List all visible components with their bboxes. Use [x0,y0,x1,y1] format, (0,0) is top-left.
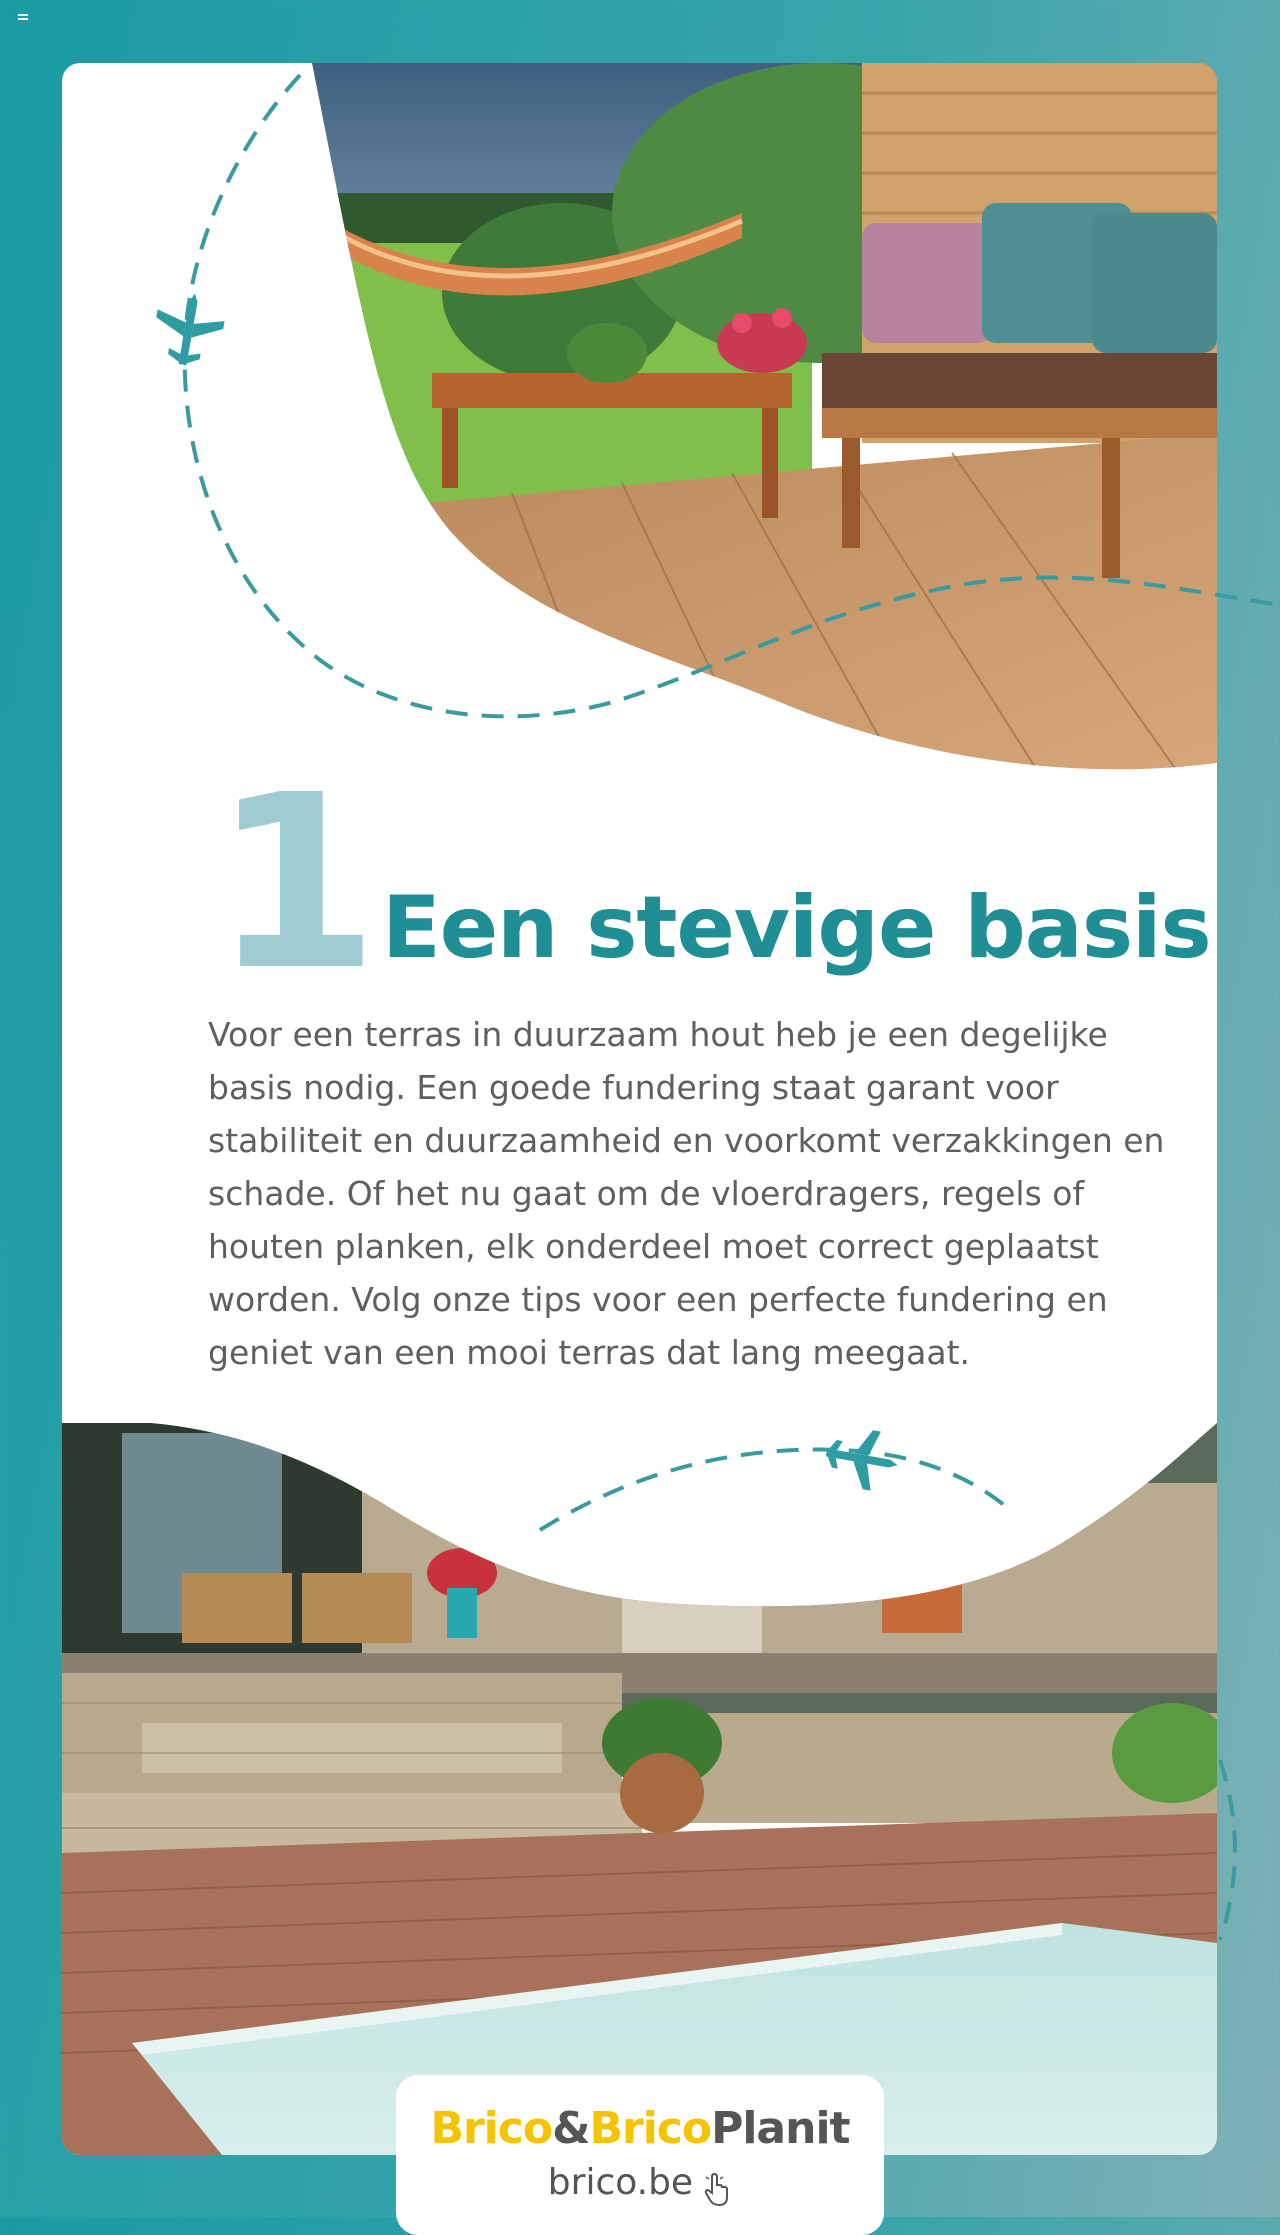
menu-icon[interactable] [18,14,28,22]
brand-logo[interactable]: Brico&BricoPlanit [430,2103,850,2154]
brand-footer[interactable] [396,2075,884,2235]
article-card [62,63,1217,2155]
section-title: Een stevige basis [382,878,1211,978]
terrace-lounge-photo [62,63,1217,778]
section-number: 1 [212,743,379,1023]
section-body: Voor een terras in duurzaam hout heb je een degelijke basis nodig. Een goede fundering staat garant voor stabiliteit en duurzaamheid en voorkomt verzakkingen en schade. Of het nu gaat om de vloerdragers, regels of houten planken, elk onderdeel moet correct geplaatst worden. Volg onze tips voor een perfecte fundering en geniet van een mooi terras dat lang meegaat. [208,1015,1165,1372]
pool-deck-photo [62,1423,1217,2155]
hand-pointer-icon [702,2173,732,2207]
brand-url-link[interactable]: brico.be [547,2162,694,2203]
